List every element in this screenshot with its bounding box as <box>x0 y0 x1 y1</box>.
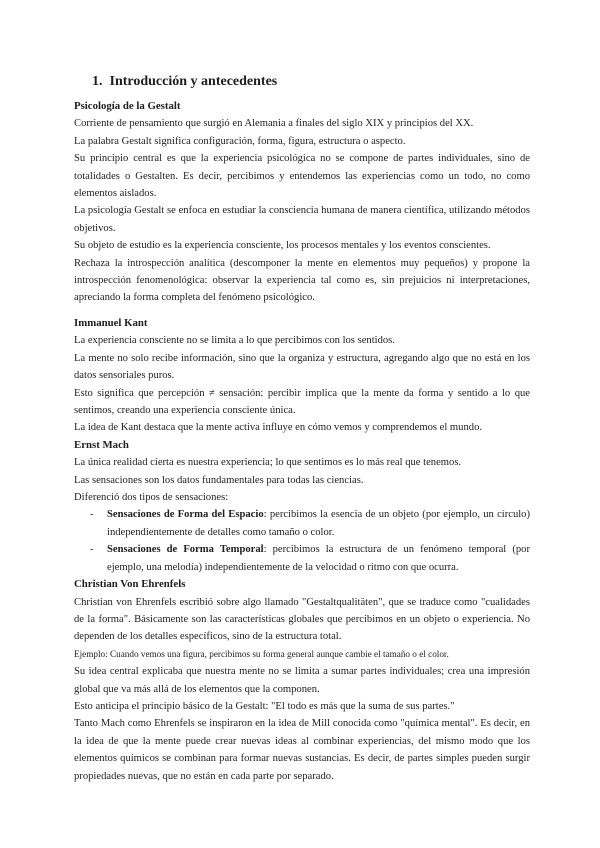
kant-section <box>74 315 530 785</box>
section-title: Introducción y antecedentes <box>109 74 278 89</box>
gestalt-heading: Psicología de la Gestalt <box>74 100 181 112</box>
kant-paragraph: La mente no solo recibe información, sino que la organiza y estructura, agregando algo que no está en los datos sensoriales puros. <box>74 352 530 382</box>
list-dash: - <box>90 544 94 556</box>
gestalt-paragraph: Su objeto de estudio es la experiencia consciente, los procesos mentales y los eventos conscientes. <box>74 240 491 252</box>
list-item <box>74 541 530 576</box>
ehrenfels-paragraph: Su idea central explicaba que nuestra mente no se limita a sumar partes individuales; crea una impresión global que va más allá de los elementos que la componen. <box>74 666 530 695</box>
ehrenfels-heading: Christian Von Ehrenfels <box>74 578 186 591</box>
gestalt-paragraph: La psicología Gestalt se enfoca en estudiar la consciencia humana de manera científica, utilizando métodos objetivos. <box>74 205 530 234</box>
list-item-text: : percibimos la estructura de un fenómeno temporal (por ejemplo, una melodía) independientemente de la velocidad o ritmo con que ocurra. <box>107 544 530 573</box>
section-number: 1. <box>92 74 103 89</box>
ehrenfels-paragraph: Tanto Mach como Ehrenfels se inspiraron en la idea de Mill conocida como "química mental". Es decir, en la idea de que la mente puede crear nuevas ideas al combinar experiencias, del mismo modo que los elementos químicos se combinan para formar nuevas sustancias. Es decir, de partes simples pueden surgir propiedades nuevas, que no están en cada parte por separado. <box>74 718 530 782</box>
mach-heading: Ernst Mach <box>74 438 129 451</box>
list-item-text: : percibimos la esencia de un objeto (por ejemplo, un círculo) independientemente de detalles como tamaño o color. <box>107 509 531 538</box>
kant-paragraph: Esto significa que percepción ≠ sensación: percibir implica que la mente da forma y sentido a lo que sentimos, creando una experiencia consciente única. <box>74 387 530 417</box>
section-heading <box>92 73 277 91</box>
ehrenfels-paragraph: Esto anticipa el principio básico de la Gestalt: "El todo es más que la suma de sus partes." <box>74 700 455 712</box>
list-item-term: Sensaciones de Forma Temporal <box>107 544 264 556</box>
gestalt-paragraph: Corriente de pensamiento que surgió en Alemania a finales del siglo XIX y principios del XX. <box>74 118 474 130</box>
mach-paragraph: La única realidad cierta es nuestra experiencia; lo que sentimos es lo más real que tenemos. <box>74 457 462 469</box>
list-dash: - <box>90 509 94 521</box>
list-item <box>74 506 530 541</box>
ehrenfels-example: Ejemplo: Cuando vemos una figura, percibimos su forma general aunque cambie el tamaño o el color. <box>74 648 449 659</box>
mach-paragraph: Diferenció dos tipos de sensaciones: <box>74 492 229 504</box>
gestalt-paragraph: Su principio central es que la experiencia psicológica no se compone de partes individuales, sino de totalidades o Gestalten. Es decir, percibimos y entendemos las experiencias como un todo, no como elementos aislados. <box>74 153 530 200</box>
sensation-types-list <box>74 506 530 576</box>
ehrenfels-paragraph: Christian von Ehrenfels escribió sobre algo llamado "Gestaltqualitäten", que se traduce como "cualidades de la forma". Básicamente son las características globales que percibimos en un objeto o experiencia. No dependen de los detalles específicos, sino de la estructura total. <box>74 596 530 643</box>
kant-paragraph: La experiencia consciente no se limita a lo que percibimos con los sentidos. <box>74 335 395 347</box>
gestalt-paragraph: La palabra Gestalt significa configuración, forma, figura, estructura o aspecto. <box>74 135 406 147</box>
list-item-term: Sensaciones de Forma del Espacio <box>107 509 264 521</box>
kant-paragraph: La idea de Kant destaca que la mente activa influye en cómo vemos y comprendemos el mundo. <box>74 422 483 434</box>
gestalt-section <box>74 98 530 307</box>
kant-heading: Immanuel Kant <box>74 317 148 329</box>
mach-paragraph: Las sensaciones son los datos fundamentales para todas las ciencias. <box>74 474 364 486</box>
gestalt-paragraph: Rechaza la introspección analítica (descomponer la mente en elementos muy pequeños) y propone la introspección fenomenológica: observar la experiencia tal como es, sin prejuicios ni interpretaciones, apreciando la forma completa del fenómeno psicológico. <box>74 257 530 304</box>
